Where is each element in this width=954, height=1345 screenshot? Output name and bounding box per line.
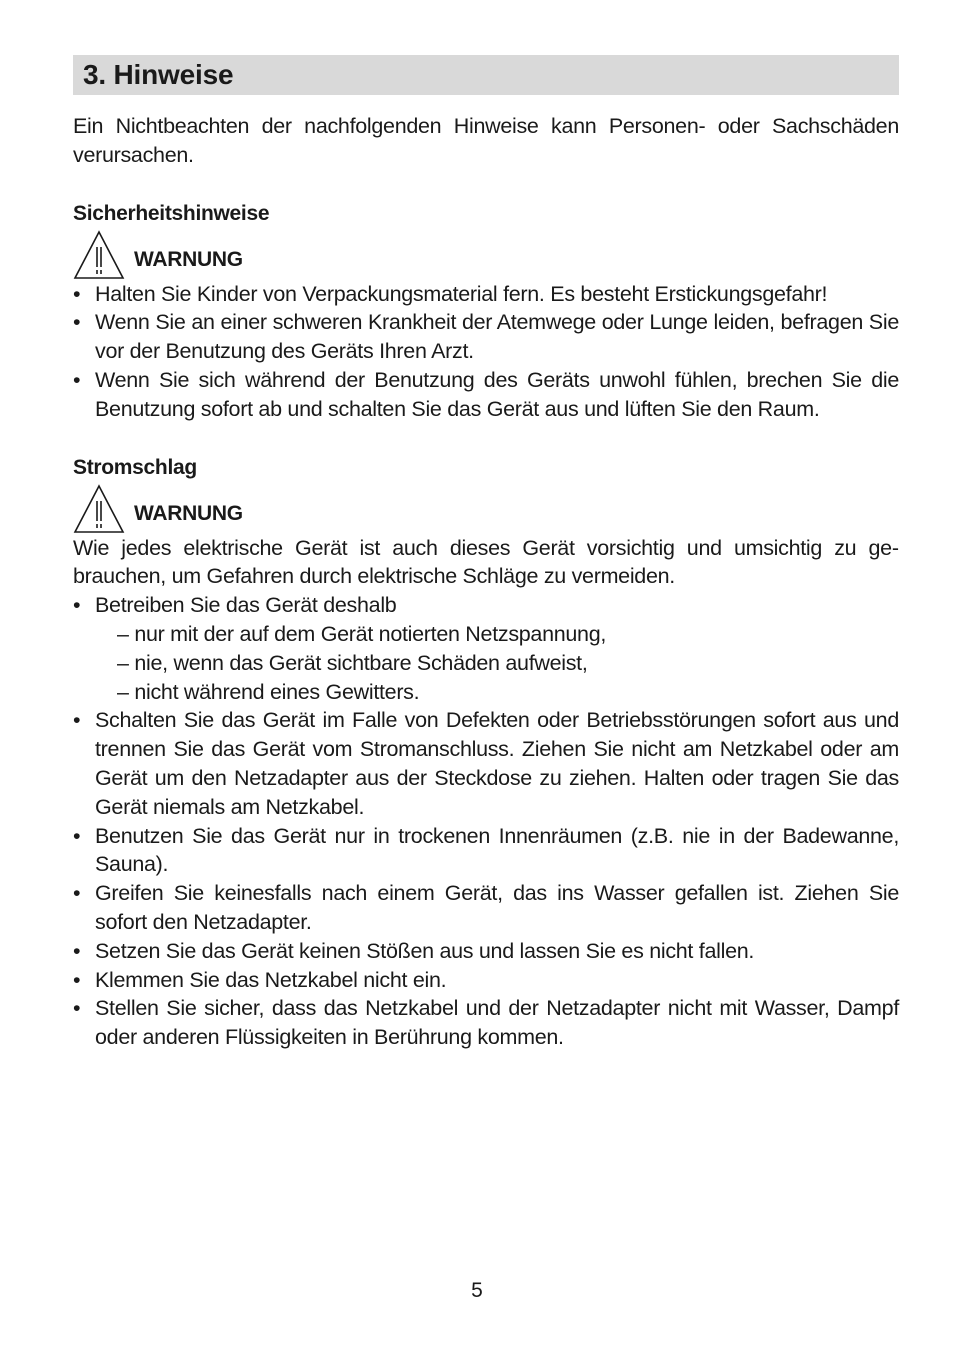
sub-list-item: – nie, wenn das Gerät sichtbare Schäden aufweist, [117, 650, 588, 675]
safety-bullet-list [73, 280, 899, 424]
bullet-icon: • [73, 708, 81, 733]
list-item: • Halten Sie Kinder von Verpackungsmaterial fern. Es besteht Erstickungsgefahr! [73, 280, 899, 309]
electric-warning [73, 482, 899, 534]
safety-heading: Sicherheitshinweise [73, 201, 270, 225]
warning-triangle-icon [73, 230, 125, 280]
bullet-icon: • [73, 367, 81, 392]
list-item: • Klemmen Sie das Netzkabel nicht ein. [73, 966, 899, 995]
safety-warning [73, 228, 899, 280]
list-item: • Betreiben Sie das Gerät deshalb – nur mit der auf dem Gerät notierten Netzspannung, – nie, wenn das Gerät sichtbare Schäden aufweist, – nicht während eines Gewitters. [73, 591, 899, 706]
list-item: • Wenn Sie an einer schweren Krankheit der Atemwege oder Lunge leiden, befragen Sie vor der Benutzung des Geräts Ihren Arzt. [73, 310, 899, 364]
warning-label: WARNUNG [134, 501, 243, 525]
section-title: 3. Hinweise [83, 59, 234, 90]
warning-label: WARNUNG [134, 247, 243, 271]
bullet-icon: • [73, 881, 81, 906]
bullet-icon: • [73, 938, 81, 963]
list-item: • Setzen Sie das Gerät keinen Stößen aus und lassen Sie es nicht fallen. [73, 937, 899, 966]
electric-first-list [73, 591, 899, 706]
list-item: • Wenn Sie sich während der Benutzung des Geräts unwohl fühlen, brechen Sie die Benutzung sofort ab und schalten Sie das Gerät aus und lüften Sie den Raum. [73, 367, 899, 421]
bullet-icon: • [73, 593, 81, 618]
sub-list-item: – nur mit der auf dem Gerät notierten Netzspannung, [117, 621, 607, 646]
list-item: • Schalten Sie das Gerät im Falle von Defekten oder Betriebsstörungen sofort aus und trennen Sie das Gerät vom Stromanschluss. Ziehen Sie nicht am Netzkabel oder am Gerät um den Netzadapter aus der Steckdose zu ziehen. Halten oder tragen Sie das Gerät niemals am Netzkabel. [73, 708, 899, 819]
electric-bullet-list [73, 706, 899, 1052]
bullet-icon: • [73, 967, 81, 992]
list-item: • Greifen Sie keinesfalls nach einem Gerät, das ins Wasser gefallen ist. Ziehen Sie sofort den Netzadapter. [73, 881, 899, 934]
electric-heading: Stromschlag [73, 455, 197, 479]
page-number: 5 [471, 1279, 483, 1302]
document-page [73, 55, 899, 1052]
intro-paragraph: Ein Nichtbeachten der nachfolgenden Hinweise kann Personen- oder Sachschäden verursachen. [73, 114, 899, 167]
bullet-icon: • [73, 823, 81, 848]
warning-triangle-icon [73, 484, 125, 534]
list-item: • Benutzen Sie das Gerät nur in trockenen Innenräumen (z.B. nie in der Badewanne, Sauna). [73, 823, 899, 877]
bullet-icon: • [73, 281, 81, 306]
bullet-icon: • [73, 310, 81, 335]
bullet-icon: • [73, 996, 81, 1021]
electric-intro-paragraph: Wie jedes elektrische Gerät ist auch dieses Gerät vorsichtig und umsichtig zu gebrauchen, um Gefahren durch elektrische Schläge zu vermeiden. [73, 535, 899, 589]
section-title-bar [73, 55, 899, 95]
sub-list-item: – nicht während eines Gewitters. [117, 679, 420, 704]
sub-item-list [95, 620, 899, 706]
list-item: • Stellen Sie sicher, dass das Netzkabel und der Netzadapter nicht mit Wasser, Dampf oder anderen Flüssigkeiten in Berührung kommen. [73, 996, 899, 1050]
